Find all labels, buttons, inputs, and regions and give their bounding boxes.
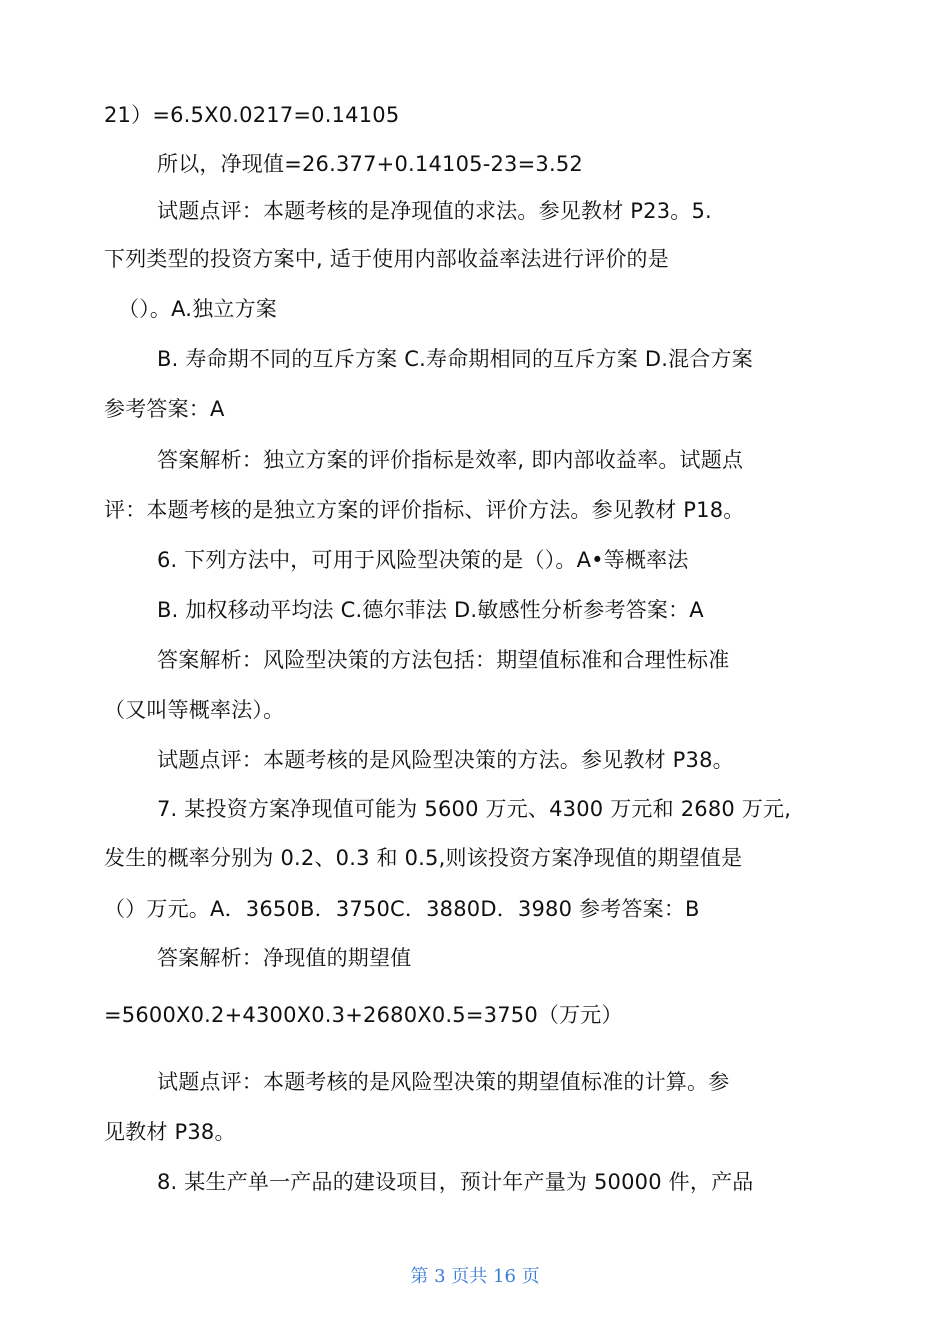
text-line-6: B. 寿命期不同的互斥方案 C.寿命期相同的互斥方案 D.混合方案 [157, 347, 753, 371]
text-line-22: 8. 某生产单一产品的建设项目，预计年产量为 50000 件，产品 [157, 1170, 754, 1194]
text-line-15: 7. 某投资方案净现值可能为 5600 万元、4300 万元和 2680 万元, [157, 797, 792, 821]
text-line-16: 发生的概率分别为 0.2、0.3 和 0.5,则该投资方案净现值的期望值是 [104, 846, 743, 870]
text-line-19: =5600X0.2+4300X0.3+2680X0.5=3750（万元） [104, 1003, 623, 1027]
text-line-9: 评：本题考核的是独立方案的评价指标、评价方法。参见教材 P18。 [104, 498, 745, 522]
page-footer: 第 3 页共 16 页 [410, 1266, 540, 1287]
text-line-21: 见教材 P38。 [104, 1120, 236, 1144]
text-line-7: 参考答案：A [104, 397, 225, 421]
text-line-4: 下列类型的投资方案中, 适于使用内部收益率法进行评价的是 [104, 247, 669, 271]
text-line-1: 21）=6.5X0.0217=0.14105 [104, 103, 400, 127]
text-line-14: 试题点评：本题考核的是风险型决策的方法。参见教材 P38。 [157, 748, 734, 772]
text-line-10: 6. 下列方法中，可用于风险型决策的是（）。A•等概率法 [157, 548, 689, 572]
text-line-12: 答案解析：风险型决策的方法包括：期望值标准和合理性标准 [157, 648, 730, 672]
text-line-20: 试题点评：本题考核的是风险型决策的期望值标准的计算。参 [157, 1070, 730, 1094]
text-line-11: B. 加权移动平均法 C.德尔菲法 D.敏感性分析参考答案：A [157, 598, 704, 622]
text-line-2: 所以，净现值=26.377+0.14105-23=3.52 [157, 152, 583, 176]
text-line-18: 答案解析：净现值的期望值 [157, 946, 412, 970]
text-line-3: 试题点评：本题考核的是净现值的求法。参见教材 P23。5. [157, 199, 712, 223]
text-line-13: （又叫等概率法）。 [104, 698, 285, 722]
text-line-17: （）万元。A．3650B．3750C．3880D．3980 参考答案：B [104, 897, 700, 921]
text-line-5: （）。A.独立方案 [118, 297, 277, 321]
text-line-8: 答案解析：独立方案的评价指标是效率, 即内部收益率。试题点 [157, 448, 744, 472]
